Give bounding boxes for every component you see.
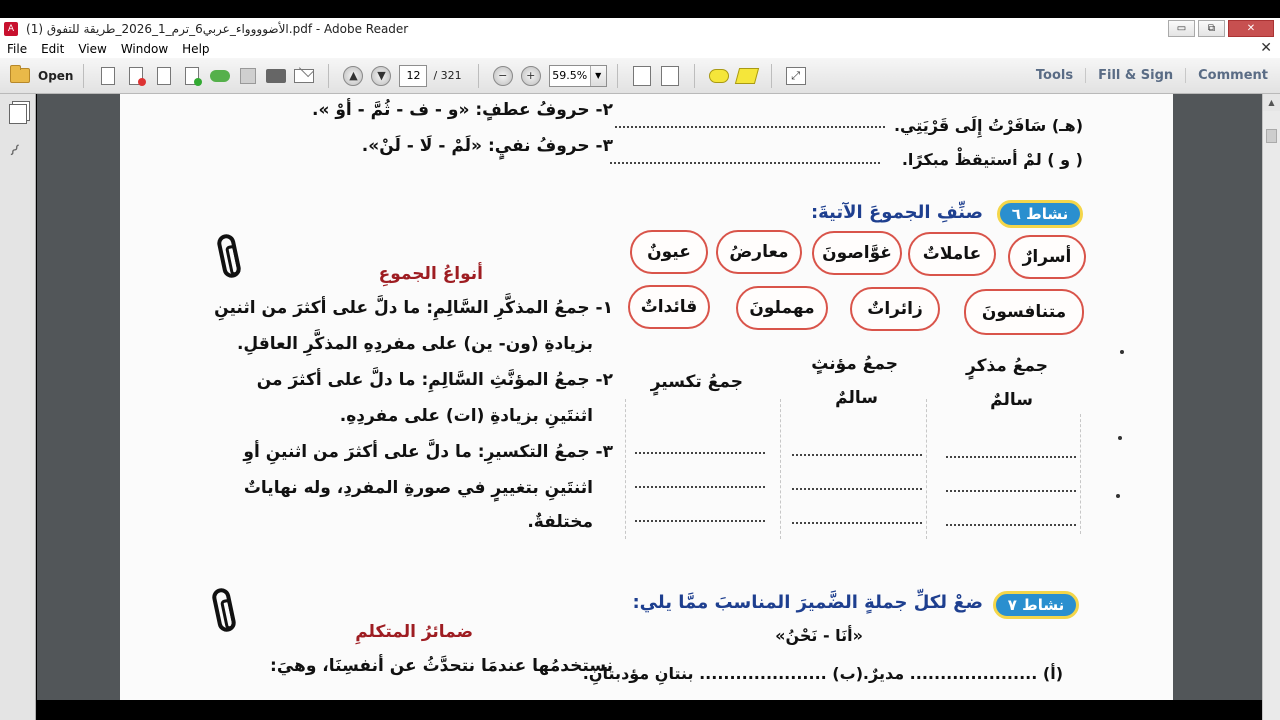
activity6-badge: نشاط ٦ bbox=[997, 200, 1083, 228]
margin-dot bbox=[1116, 494, 1120, 498]
page-thumbnails-icon[interactable] bbox=[9, 104, 27, 124]
paperclip-icon bbox=[211, 587, 238, 634]
menu-window[interactable]: Window bbox=[120, 41, 169, 56]
menu-help[interactable]: Help bbox=[182, 41, 210, 56]
col-fem-heading-2: سالمٌ bbox=[835, 388, 878, 408]
send-file-icon[interactable] bbox=[181, 65, 203, 87]
arrow-up-icon: ▲ bbox=[343, 66, 363, 86]
title-bar bbox=[0, 18, 1280, 39]
activity6-title: صنِّفِ الجموعَ الآتيةَ: bbox=[810, 202, 983, 223]
plural-types-title: أنواعُ الجموعِ bbox=[378, 264, 483, 284]
menu-file[interactable]: File bbox=[7, 41, 28, 56]
table-divider bbox=[1080, 414, 1081, 534]
fullscreen-icon[interactable]: ⤢ bbox=[785, 65, 807, 87]
negation-line: ٣- حروفُ نفيٍ: «لَمْ - لَا - لَنْ». bbox=[361, 136, 613, 156]
activity7-item-b: (ب) ..................... بنتانِ مؤدبتانِ. bbox=[582, 664, 863, 683]
bottom-edge bbox=[37, 700, 1262, 720]
conjunctions-line: ٢- حروفُ عطفٍ: «و - ف - ثُمَّ - أوْ ». bbox=[311, 100, 613, 120]
open-button[interactable] bbox=[10, 68, 73, 83]
menu-edit[interactable]: Edit bbox=[41, 41, 65, 56]
folder-icon bbox=[10, 68, 30, 83]
comment-icon[interactable] bbox=[708, 65, 730, 87]
zoom-out-button[interactable] bbox=[492, 65, 514, 87]
activity7-badge: نشاط ٧ bbox=[993, 591, 1079, 619]
print-icon[interactable] bbox=[265, 65, 287, 87]
email-icon[interactable] bbox=[293, 65, 315, 87]
zoom-select[interactable] bbox=[549, 65, 607, 87]
answer-line bbox=[635, 520, 765, 522]
activity7-item-a: (أ) ..................... مديرٌ. bbox=[862, 664, 1063, 683]
navigation-pane bbox=[0, 94, 36, 720]
answer-line bbox=[946, 490, 1076, 492]
fill-sign-link[interactable]: Fill & Sign bbox=[1085, 68, 1185, 83]
vertical-scrollbar[interactable] bbox=[1262, 94, 1280, 720]
menu-view[interactable]: View bbox=[78, 41, 107, 56]
edit-icon[interactable] bbox=[153, 65, 175, 87]
word-pill: قائداتٌ bbox=[628, 285, 710, 329]
col-masc-heading-2: سالمٌ bbox=[990, 390, 1033, 410]
minimize-button[interactable]: ▭ bbox=[1168, 20, 1195, 37]
chevron-down-icon[interactable]: ▼ bbox=[590, 66, 606, 86]
document-viewport[interactable] bbox=[37, 94, 1262, 720]
speaker-pronouns-title: ضمائرُ المتكلمِ bbox=[355, 622, 473, 642]
toolbar-separator bbox=[771, 64, 772, 88]
toolbar-separator bbox=[478, 64, 479, 88]
margin-dot bbox=[1118, 436, 1122, 440]
create-pdf-icon[interactable] bbox=[97, 65, 119, 87]
menu-bar bbox=[0, 39, 1280, 58]
word-pill: مهملونَ bbox=[736, 286, 828, 330]
plural-line-5: ٣- جمعُ التكسيرِ: ما دلَّ على أكثرَ من اثنينِ أوِ bbox=[243, 442, 613, 462]
page-number-input[interactable]: 12 bbox=[399, 65, 427, 87]
answer-line bbox=[946, 456, 1076, 458]
toolbar-separator bbox=[328, 64, 329, 88]
arrow-down-icon: ▼ bbox=[371, 66, 391, 86]
main-toolbar bbox=[0, 58, 1280, 94]
word-pill: معارضُ bbox=[716, 230, 802, 274]
answer-line bbox=[635, 486, 765, 488]
table-divider bbox=[780, 399, 781, 539]
table-divider bbox=[926, 399, 927, 539]
scroll-up-icon[interactable]: ▲ bbox=[1263, 94, 1280, 111]
word-pill: متنافسونَ bbox=[964, 289, 1084, 335]
minus-icon: − bbox=[493, 66, 513, 86]
zoom-in-button[interactable] bbox=[520, 65, 542, 87]
plural-line-6: اثنتَينِ بتغييرٍ في صورةِ المفردِ، وله نهاياتٌ bbox=[243, 478, 593, 498]
attachments-icon[interactable]: ⌇ bbox=[5, 140, 24, 161]
plural-line-7: مختلفةٌ. bbox=[527, 512, 593, 532]
tools-link[interactable]: Tools bbox=[1035, 68, 1074, 83]
pdf-page bbox=[120, 94, 1173, 700]
paperclip-icon bbox=[216, 233, 243, 280]
page-total: / 321 bbox=[433, 69, 462, 82]
save-icon[interactable] bbox=[237, 65, 259, 87]
fit-width-icon[interactable] bbox=[659, 65, 681, 87]
activity7-choices: «أنَا - نَحْنُ» bbox=[775, 626, 863, 645]
answer-line bbox=[615, 126, 885, 128]
plural-line-2: بزيادةِ (ون- ين) على مفردِهِ المذكَّرِ العاقلِ. bbox=[236, 334, 593, 354]
word-pill: زائراتٌ bbox=[850, 287, 940, 331]
task-pane-links bbox=[1024, 58, 1280, 93]
sentence-w: ( و ) لمْ أستيقظْ مبكرًا. bbox=[901, 150, 1083, 169]
window-title: (الأضوووواء_عربي6_ترم_1_2026_طريقة للتفوق (1.pdf - Adobe Reader bbox=[26, 21, 409, 36]
sentence-h: (هـ) سَافَرْتُ إِلَى قَرْيَتِي. bbox=[893, 116, 1083, 135]
highlight-icon[interactable] bbox=[736, 65, 758, 87]
word-pill: عيونٌ bbox=[630, 230, 708, 274]
open-label: Open bbox=[38, 68, 74, 83]
plural-line-1: ١- جمعُ المذكَّرِ السَّالِمِ: ما دلَّ على أكثرَ من اثنينِ bbox=[214, 298, 613, 318]
toolbar-separator bbox=[83, 64, 84, 88]
activity7-title: ضعْ لكلِّ جملةٍ الضَّميرَ المناسبَ ممَّا يلي: bbox=[632, 592, 983, 613]
next-page-button[interactable] bbox=[370, 65, 392, 87]
pronouns-intro: نستخدمُها عندمَا نتحدَّثُ عن أنفسِنَا، وهيَ: bbox=[270, 656, 613, 676]
answer-line bbox=[792, 522, 922, 524]
margin-dot bbox=[1120, 350, 1124, 354]
comment-link[interactable]: Comment bbox=[1185, 68, 1280, 83]
close-document-icon[interactable]: ✕ bbox=[1260, 40, 1272, 56]
plural-line-4: اثنتَينِ بزيادةِ (ات) على مفردِهِ. bbox=[339, 406, 593, 426]
answer-line bbox=[792, 488, 922, 490]
word-pill: غوَّاصونَ bbox=[812, 231, 902, 275]
toolbar-separator bbox=[617, 64, 618, 88]
answer-line bbox=[610, 162, 880, 164]
word-pill: عاملاتٌ bbox=[908, 232, 996, 276]
cloud-upload-icon[interactable] bbox=[209, 65, 231, 87]
answer-line bbox=[946, 524, 1076, 526]
previous-page-button[interactable] bbox=[342, 65, 364, 87]
export-pdf-icon[interactable] bbox=[125, 65, 147, 87]
zoom-value: 59.5% bbox=[552, 69, 588, 82]
scrollbar-thumb[interactable] bbox=[1266, 129, 1277, 143]
col-fem-heading-1: جمعُ مؤنثٍ bbox=[811, 354, 898, 374]
col-broken-heading: جمعُ تكسيرٍ bbox=[650, 372, 743, 392]
table-divider bbox=[625, 399, 626, 539]
window-controls bbox=[1168, 20, 1274, 37]
plus-icon: + bbox=[521, 66, 541, 86]
plural-line-3: ٢- جمعُ المؤنَّثِ السَّالِمِ: ما دلَّ على أكثرَ من bbox=[256, 370, 613, 390]
col-masc-heading-1: جمعُ مذكرٍ bbox=[966, 356, 1048, 376]
word-pill: أسرارٌ bbox=[1008, 235, 1086, 279]
fit-page-icon[interactable] bbox=[631, 65, 653, 87]
close-button[interactable]: ✕ bbox=[1228, 20, 1274, 37]
answer-line bbox=[635, 452, 765, 454]
restore-button[interactable]: ⧉ bbox=[1198, 20, 1225, 37]
answer-line bbox=[792, 454, 922, 456]
toolbar-separator bbox=[694, 64, 695, 88]
adobe-reader-icon: A bbox=[4, 22, 18, 36]
